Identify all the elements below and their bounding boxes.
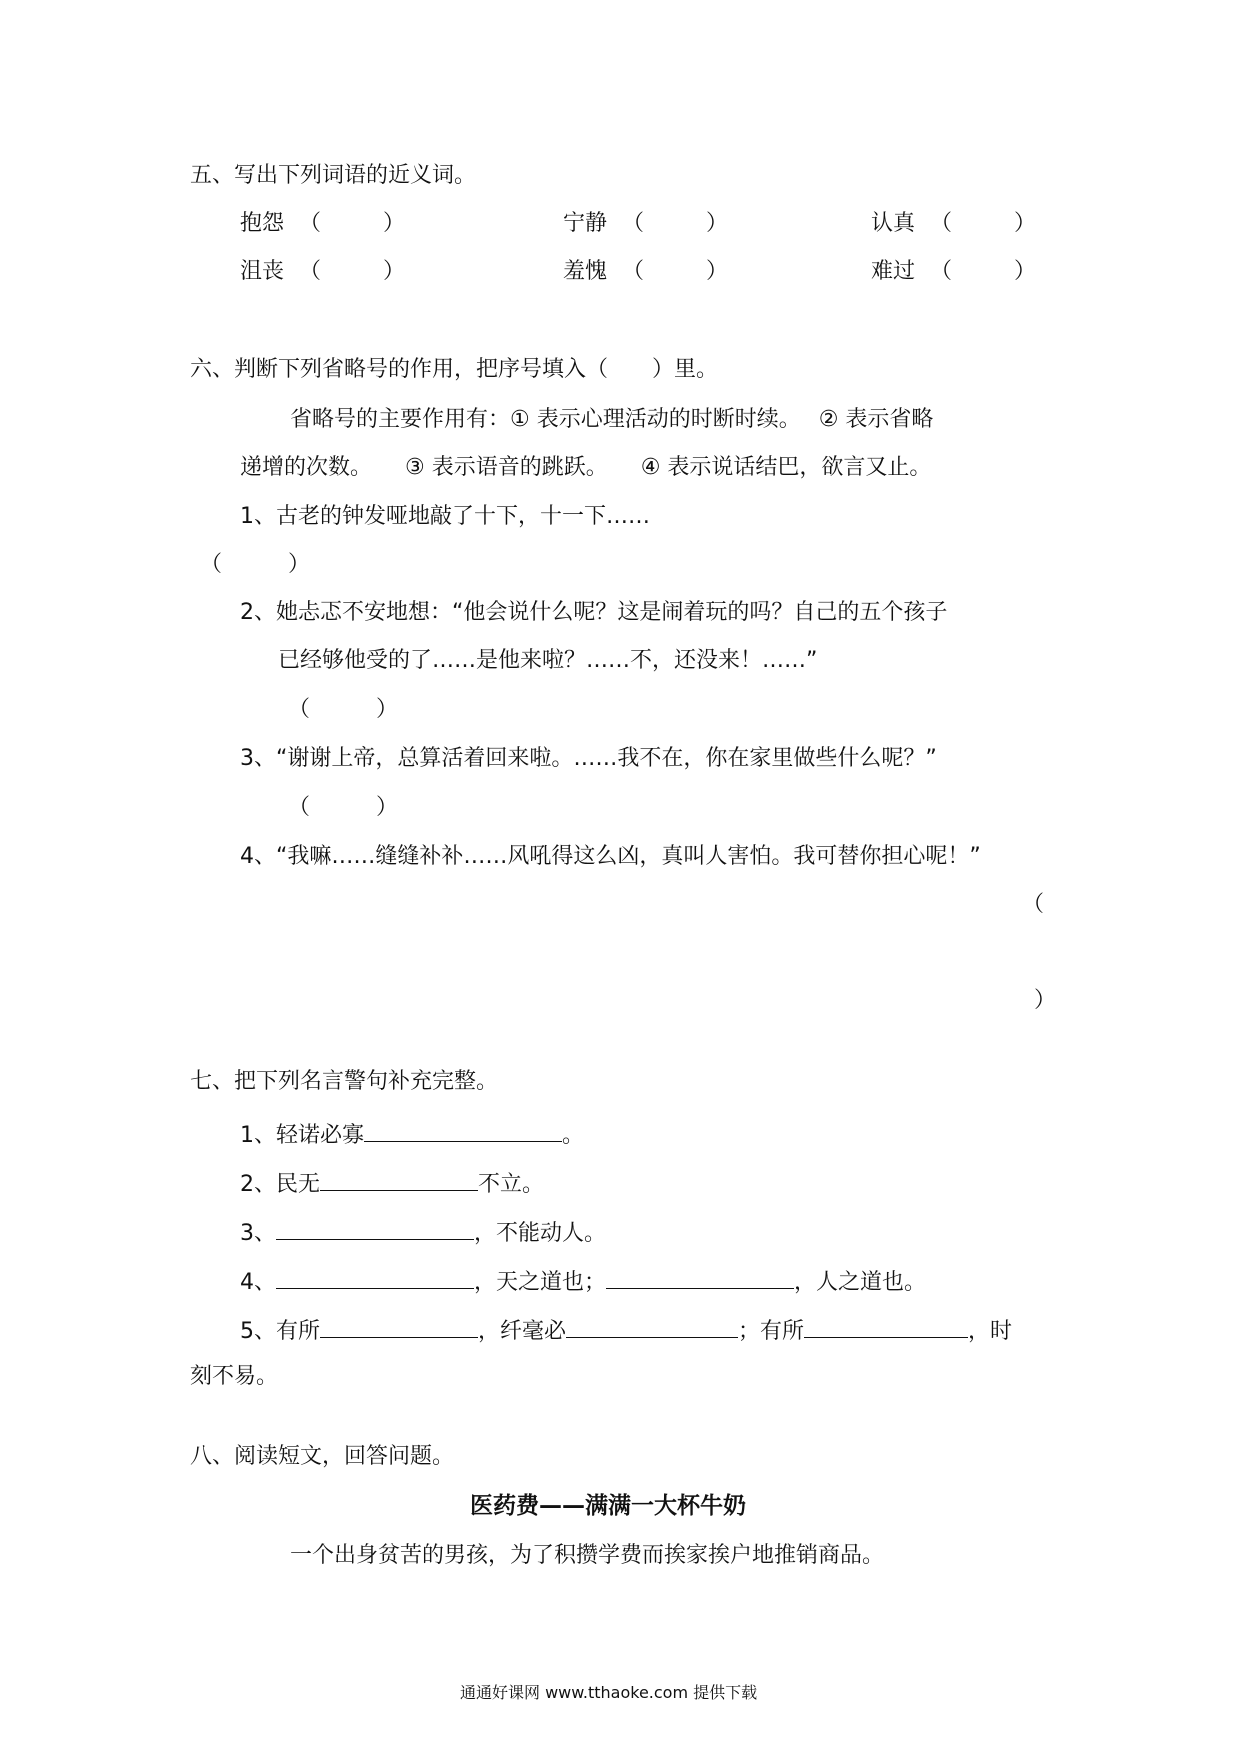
passage-title: 医药费——满满一大杯牛奶 bbox=[470, 1493, 746, 1519]
intro-line: 省略号的主要作用有：① 表示心理活动的时断时续。 ② 表示省略 bbox=[290, 407, 934, 432]
answer-blank[interactable]: （ ） bbox=[288, 795, 399, 820]
fill-blank[interactable] bbox=[804, 1317, 968, 1338]
question-4: 4、“我嘛……缝缝补补……风吼得这么凶，真叫人害怕。我可替你担心呢！” bbox=[240, 844, 981, 869]
page-footer: 通通好课网 www.tthaoke.com 提供下载 bbox=[460, 1683, 758, 1702]
question-3: 3、“谢谢上帝，总算活着回来啦。……我不在，你在家里做些什么呢？” bbox=[240, 746, 937, 771]
fill-blank[interactable] bbox=[320, 1317, 478, 1338]
answer-blank[interactable]: （ ） bbox=[288, 697, 399, 722]
quote-item-4: 4、 ，天之道也； ，人之道也。 bbox=[240, 1270, 927, 1295]
quote-item-3: 3、 ，不能动人。 bbox=[240, 1221, 607, 1246]
word-item: 抱怨 （ ） bbox=[240, 211, 406, 236]
quote-item-5: 5、有所 ，纤毫必 ；有所 ，时 bbox=[240, 1319, 1013, 1344]
quote-item-2: 2、民无 不立。 bbox=[240, 1172, 545, 1197]
section-8-heading: 八、阅读短文，回答问题。 bbox=[190, 1444, 455, 1469]
word-item: 羞愧 （ ） bbox=[563, 259, 729, 284]
word-item: 认真 （ ） bbox=[871, 211, 1037, 236]
quote-item-1: 1、轻诺必寡 。 bbox=[240, 1123, 585, 1148]
section-5-heading: 五、写出下列词语的近义词。 bbox=[190, 163, 477, 188]
passage-paragraph: 一个出身贫苦的男孩，为了积攒学费而挨家挨户地推销商品。 bbox=[290, 1543, 885, 1568]
fill-blank[interactable] bbox=[276, 1219, 474, 1240]
question-2-cont: 已经够他受的了……是他来啦？……不，还没来！……” bbox=[278, 648, 818, 673]
answer-close-paren[interactable]: ） bbox=[1034, 988, 1057, 1013]
fill-blank[interactable] bbox=[320, 1170, 478, 1191]
word-item: 沮丧 （ ） bbox=[240, 259, 406, 284]
question-1: 1、古老的钟发哑地敲了十下，十一下…… bbox=[240, 504, 650, 529]
fill-blank[interactable] bbox=[276, 1268, 474, 1289]
answer-blank[interactable]: （ ） bbox=[200, 552, 311, 577]
intro-line: 递增的次数。 ③ 表示语音的跳跃。 ④ 表示说话结巴，欲言又止。 bbox=[240, 455, 932, 480]
fill-blank[interactable] bbox=[364, 1121, 562, 1142]
word-item: 宁静 （ ） bbox=[563, 211, 729, 236]
question-2: 2、她忐忑不安地想：“他会说什么呢？这是闹着玩的吗？自己的五个孩子 bbox=[240, 600, 948, 625]
word-item: 难过 （ ） bbox=[871, 259, 1037, 284]
section-7-heading: 七、把下列名言警句补充完整。 bbox=[190, 1069, 499, 1094]
fill-blank[interactable] bbox=[566, 1317, 738, 1338]
fill-blank[interactable] bbox=[606, 1268, 794, 1289]
section-6-heading: 六、判断下列省略号的作用，把序号填入（ ）里。 bbox=[190, 357, 719, 382]
quote-item-5-cont: 刻不易。 bbox=[190, 1364, 279, 1389]
answer-open-paren[interactable]: （ bbox=[1022, 892, 1045, 917]
